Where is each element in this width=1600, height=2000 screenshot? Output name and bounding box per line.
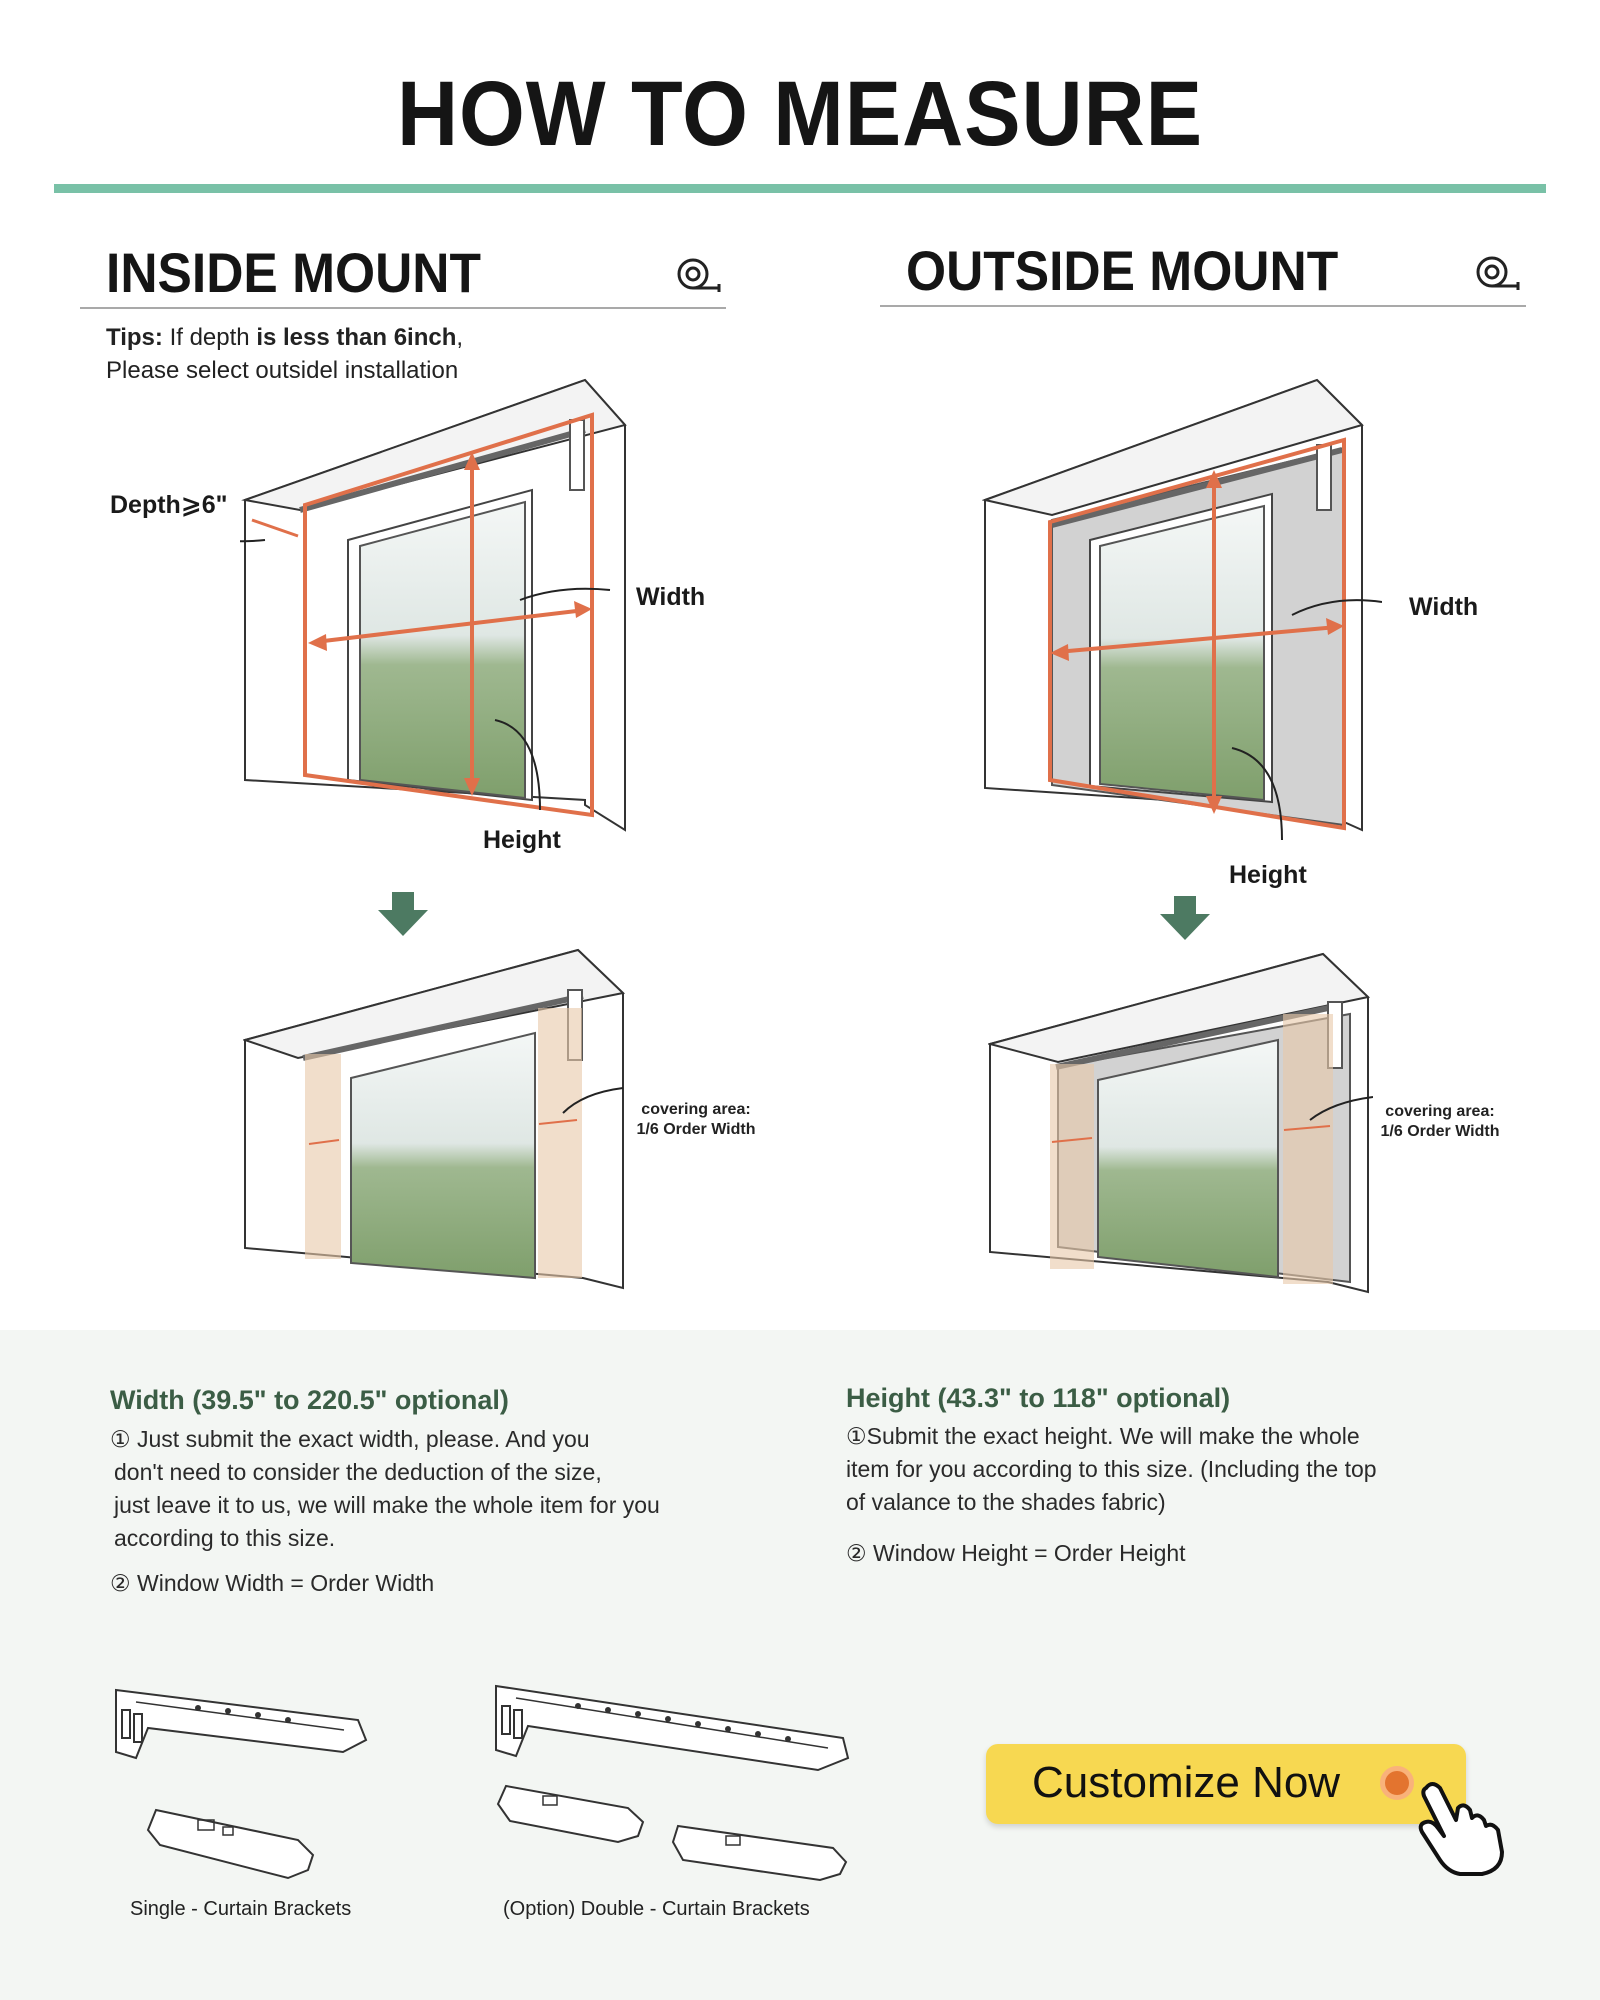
tape-measure-icon [1474,252,1522,292]
height-spec-text: ①Submit the exact height. We will make the whole item for you according to this size. (Including the top of valance to the shades fabric) [846,1423,1377,1515]
page-title: HOW TO MEASURE [396,63,1204,165]
height-spec-title: Height (43.3" to 118" optional) [846,1383,1231,1413]
double-bracket-illustration [488,1676,858,1896]
single-bracket-illustration [108,1680,372,1898]
outside-width-label: Width [1409,593,1479,621]
inside-height-label: Height [483,826,561,854]
inside-tips: Tips: If depth is less than 6inch, Please select outsidel installation [106,324,464,384]
pointer-hand-icon [1416,1778,1508,1878]
title-divider [54,184,1546,193]
tape-measure-icon [675,254,723,294]
inside-mount-rule [80,307,726,309]
customize-now-label: Customize Now [1032,1758,1341,1807]
down-arrow-icon [1160,896,1210,942]
outside-covering-label: covering area: 1/6 Order Width [1380,1103,1500,1140]
outside-mount-diagram [982,370,1382,850]
double-bracket-caption: (Option) Double - Curtain Brackets [503,1898,810,1920]
inside-curtain-diagram [243,948,628,1293]
inside-mount-title: INSIDE MOUNT [106,241,481,304]
outside-mount-title: OUTSIDE MOUNT [906,239,1339,302]
inside-covering-label: covering area: 1/6 Order Width [636,1101,756,1138]
inside-width-label: Width [636,583,706,611]
outside-curtain-diagram [988,952,1373,1297]
outside-height-label: Height [1229,861,1307,889]
inside-mount-diagram [240,360,640,840]
width-spec-text: ① Just submit the exact width, please. And you don't need to consider the deduction of the size, just leave it to us, we will make the whole item for you according to this size. [110,1426,660,1551]
single-bracket-caption: Single - Curtain Brackets [130,1898,352,1920]
height-formula: ② Window Height = Order Height [846,1540,1186,1566]
customize-now-button[interactable] [986,1744,1466,1824]
width-spec-title: Width (39.5" to 220.5" optional) [110,1385,509,1415]
click-dot-icon [1380,1766,1414,1800]
outside-mount-rule [880,305,1526,307]
inside-depth-label: Depth⩾6" [110,491,228,519]
width-formula: ② Window Width = Order Width [110,1570,435,1596]
down-arrow-icon [378,892,428,938]
